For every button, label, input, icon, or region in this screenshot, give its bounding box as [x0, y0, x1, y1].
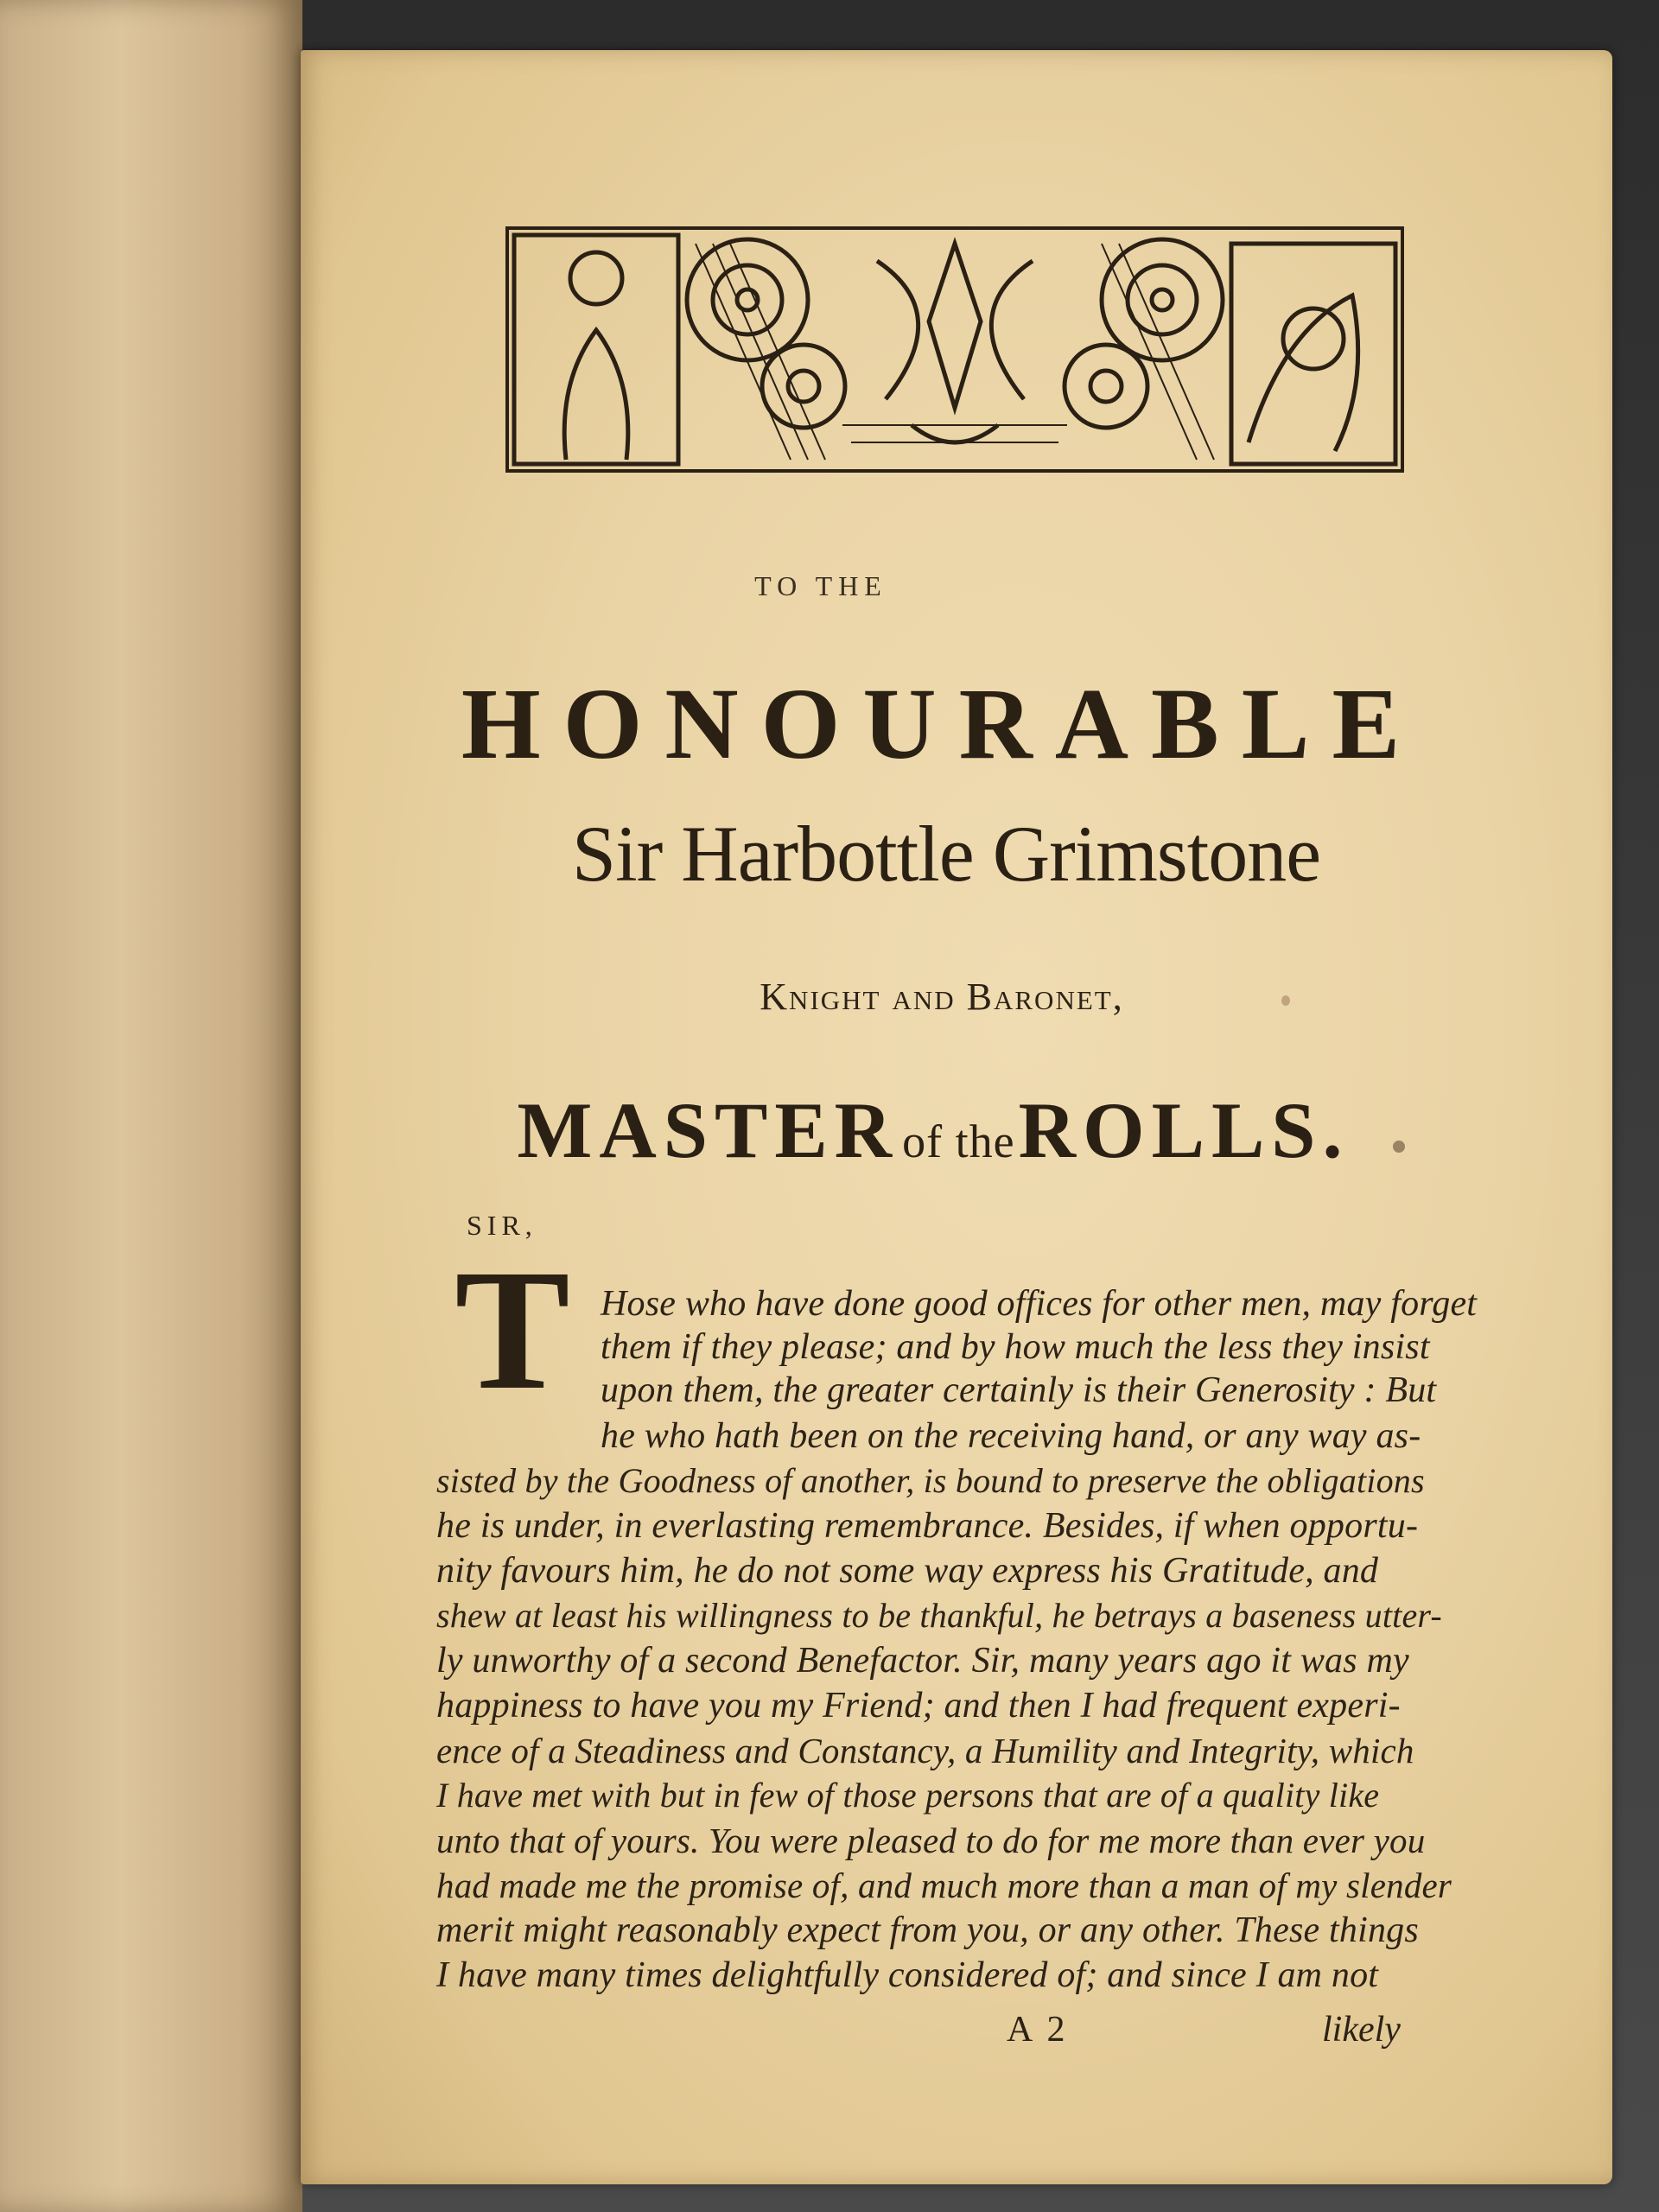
dedication-honourable: HONOURABLE [461, 667, 1423, 780]
paper-spot [1281, 995, 1290, 1006]
letter-line: he is under, in everlasting remembrance. Besides, if when opportu- [436, 1506, 1419, 1546]
dedicatee-rank: Knight and Baronet, [760, 976, 1124, 1018]
office-rolls: ROLLS. [1018, 1086, 1350, 1174]
facing-page [0, 0, 302, 2212]
dedication-to-the: TO THE [754, 570, 887, 601]
salutation: SIR, [467, 1210, 537, 1241]
dedicatee-office [441, 1084, 1426, 1176]
woodcut-headpiece-ornament [505, 226, 1404, 473]
drop-cap: T [454, 1235, 570, 1426]
office-of-the: of the [902, 1116, 1015, 1167]
letter-line: had made me the promise of, and much more than a man of my slender [436, 1866, 1452, 1905]
letter-line: unto that of yours. You were pleased to do for me more than ever you [436, 1821, 1426, 1860]
letter-line: happiness to have you my Friend; and then I had frequent experi- [436, 1686, 1401, 1726]
catchword: likely [1322, 2010, 1401, 2050]
letter-line: them if they please; and by how much the less they insist [601, 1327, 1430, 1367]
letter-line: I have met with but in few of those persons that are of a quality like [436, 1776, 1380, 1815]
letter-line: he who hath been on the receiving hand, or any way as- [601, 1416, 1421, 1456]
letter-line: shew at least his willingness to be thankful, he betrays a baseness utter- [436, 1596, 1442, 1635]
letter-line: I have many times delightfully considered of; and since I am not [436, 1955, 1379, 1995]
dedicatee-name: Sir Harbottle Grimstone [571, 810, 1321, 898]
letter-line: ly unworthy of a second Benefactor. Sir, many years ago it was my [436, 1641, 1409, 1681]
letter-line: ence of a Steadiness and Constancy, a Humility and Integrity, which [436, 1731, 1414, 1770]
letter-line: merit might reasonably expect from you, or any other. These things [436, 1910, 1419, 1950]
letter-line: upon them, the greater certainly is their Generosity : But [601, 1370, 1437, 1410]
office-master: MASTER [517, 1086, 899, 1174]
signature-mark: A 2 [1007, 2010, 1069, 2050]
letter-line: sisted by the Goodness of another, is bound to preserve the obligations [436, 1461, 1425, 1500]
letter-line: Hose who have done good offices for other men, may forget [601, 1284, 1478, 1324]
letter-line: nity favours him, he do not some way express his Gratitude, and [436, 1551, 1379, 1591]
paper-spot [1393, 1141, 1405, 1153]
